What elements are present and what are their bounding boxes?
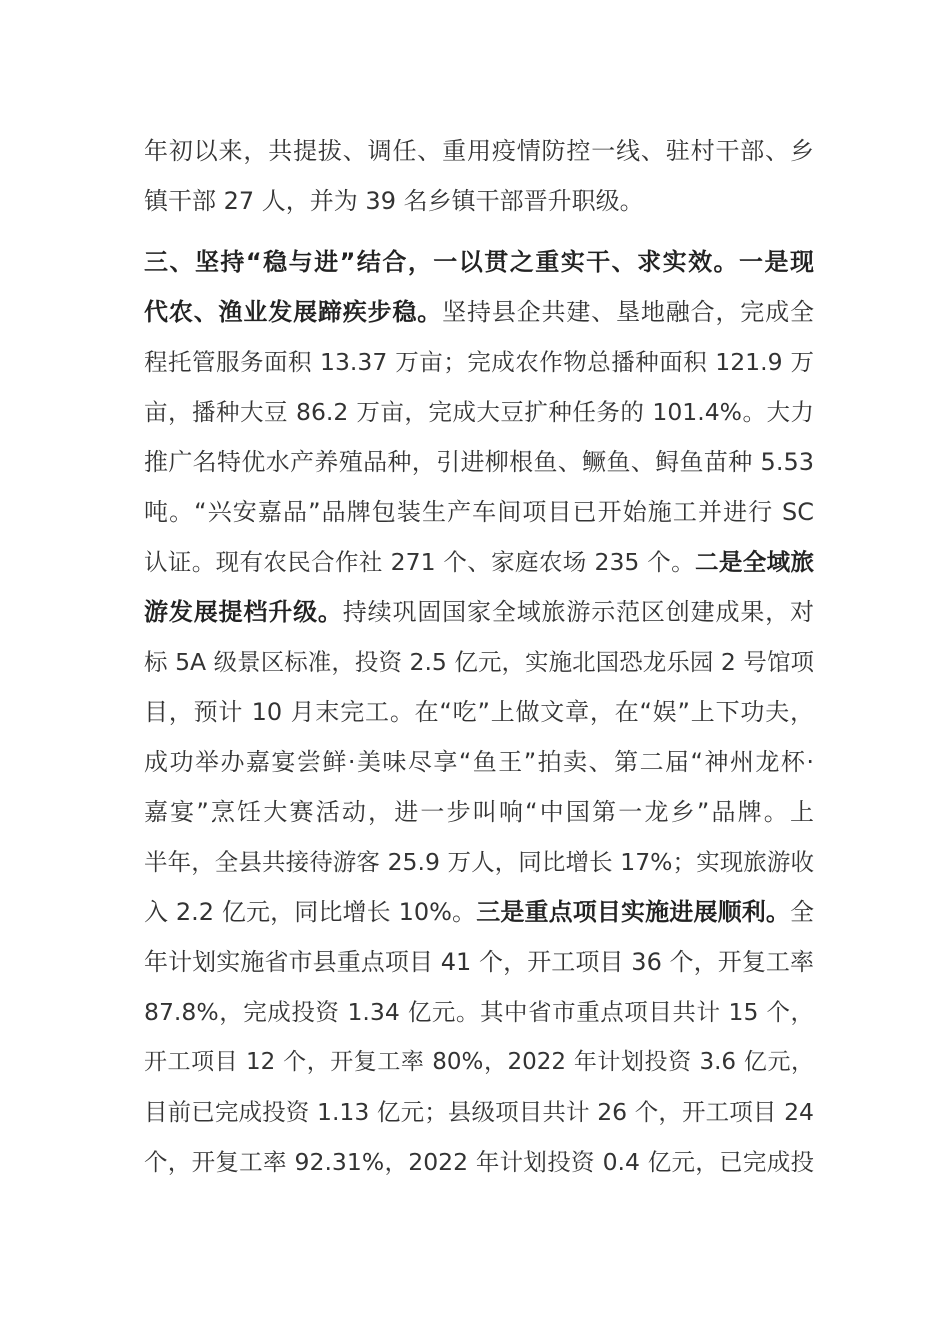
text-line [144, 176, 814, 226]
text-line [144, 387, 814, 437]
bold-text-run: 三、坚持“稳与进”结合，一以贯之重实干、求实效。一是现 [144, 248, 814, 276]
text-line [144, 126, 814, 176]
text-line [144, 687, 814, 737]
text-run: 推广名特优水产养殖品种，引进柳根鱼、鳜鱼、鲟鱼苗种 5.53 [144, 448, 814, 476]
text-line [144, 887, 814, 937]
text-run: 目，预计 10 月末完工。在“吃”上做文章，在“娱”上下功夫， [144, 698, 814, 726]
text-run: 年计划实施省市县重点项目 41 个，开工项目 36 个，开复工率 [144, 948, 814, 976]
text-line [144, 537, 814, 587]
text-line [144, 987, 814, 1037]
text-run: 目前已完成投资 1.13 亿元；县级项目共计 26 个，开工项目 24 [144, 1098, 814, 1126]
text-run: 开工项目 12 个，开复工率 80%，2022 年计划投资 3.6 亿元， [144, 1049, 814, 1075]
text-run: 坚持县企共建、垦地融合，完成全 [442, 298, 815, 326]
text-run: 亩，播种大豆 86.2 万亩，完成大豆扩种任务的 101.4%。大力 [144, 398, 814, 426]
text-run: 全 [790, 898, 814, 926]
text-line [144, 237, 814, 287]
text-line [144, 787, 814, 837]
text-run: 镇干部 27 人，并为 39 名乡镇干部晋升职级。 [144, 187, 644, 215]
text-run: 认证。现有农民合作社 271 个、家庭农场 235 个。 [144, 548, 695, 576]
text-line [144, 1087, 814, 1137]
text-line [144, 437, 814, 487]
text-run: 嘉宴”烹饪大赛活动，进一步叫响“中国第一龙乡”品牌。上 [144, 798, 814, 826]
text-line [144, 937, 814, 987]
text-run: 持续巩固国家全域旅游示范区创建成果，对 [342, 598, 815, 626]
text-line [144, 1037, 814, 1087]
text-line [144, 1137, 814, 1187]
bold-text-run: 三是重点项目实施进展顺利。 [476, 898, 790, 926]
bold-text-run: 二是全域旅 [694, 548, 815, 576]
text-run: 程托管服务面积 13.37 万亩；完成农作物总播种面积 121.9 万 [144, 348, 814, 376]
bold-text-run: 代农、渔业发展蹄疾步稳。 [144, 298, 443, 326]
text-run: 年初以来，共提拔、调任、重用疫情防控一线、驻村干部、乡 [144, 137, 814, 165]
text-line [144, 587, 814, 637]
text-line [144, 737, 814, 787]
text-line [144, 287, 814, 337]
text-run: 87.8%，完成投资 1.34 亿元。其中省市重点项目共计 15 个， [144, 998, 814, 1026]
text-line [144, 487, 814, 537]
text-line [144, 837, 814, 887]
paragraph-1 [144, 126, 814, 226]
text-line [144, 637, 814, 687]
text-run: 入 2.2 亿元，同比增长 10%。 [144, 898, 477, 926]
text-run: 半年，全县共接待游客 25.9 万人，同比增长 17%；实现旅游收 [144, 848, 814, 876]
text-line [144, 337, 814, 387]
bold-text-run: 游发展提档升级。 [144, 598, 343, 626]
text-run: 标 5A 级景区标准，投资 2.5 亿元，实施北国恐龙乐园 2 号馆项 [144, 648, 814, 676]
text-run: 成功举办嘉宴尝鲜·美味尽享“鱼王”拍卖、第二届“神州龙杯· [144, 748, 814, 776]
paragraph-2 [144, 237, 814, 1187]
text-run: 个，开复工率 92.31%，2022 年计划投资 0.4 亿元，已完成投 [144, 1148, 814, 1176]
text-run: 吨。“兴安嘉品”品牌包装生产车间项目已开始施工并进行 SC [144, 498, 814, 526]
